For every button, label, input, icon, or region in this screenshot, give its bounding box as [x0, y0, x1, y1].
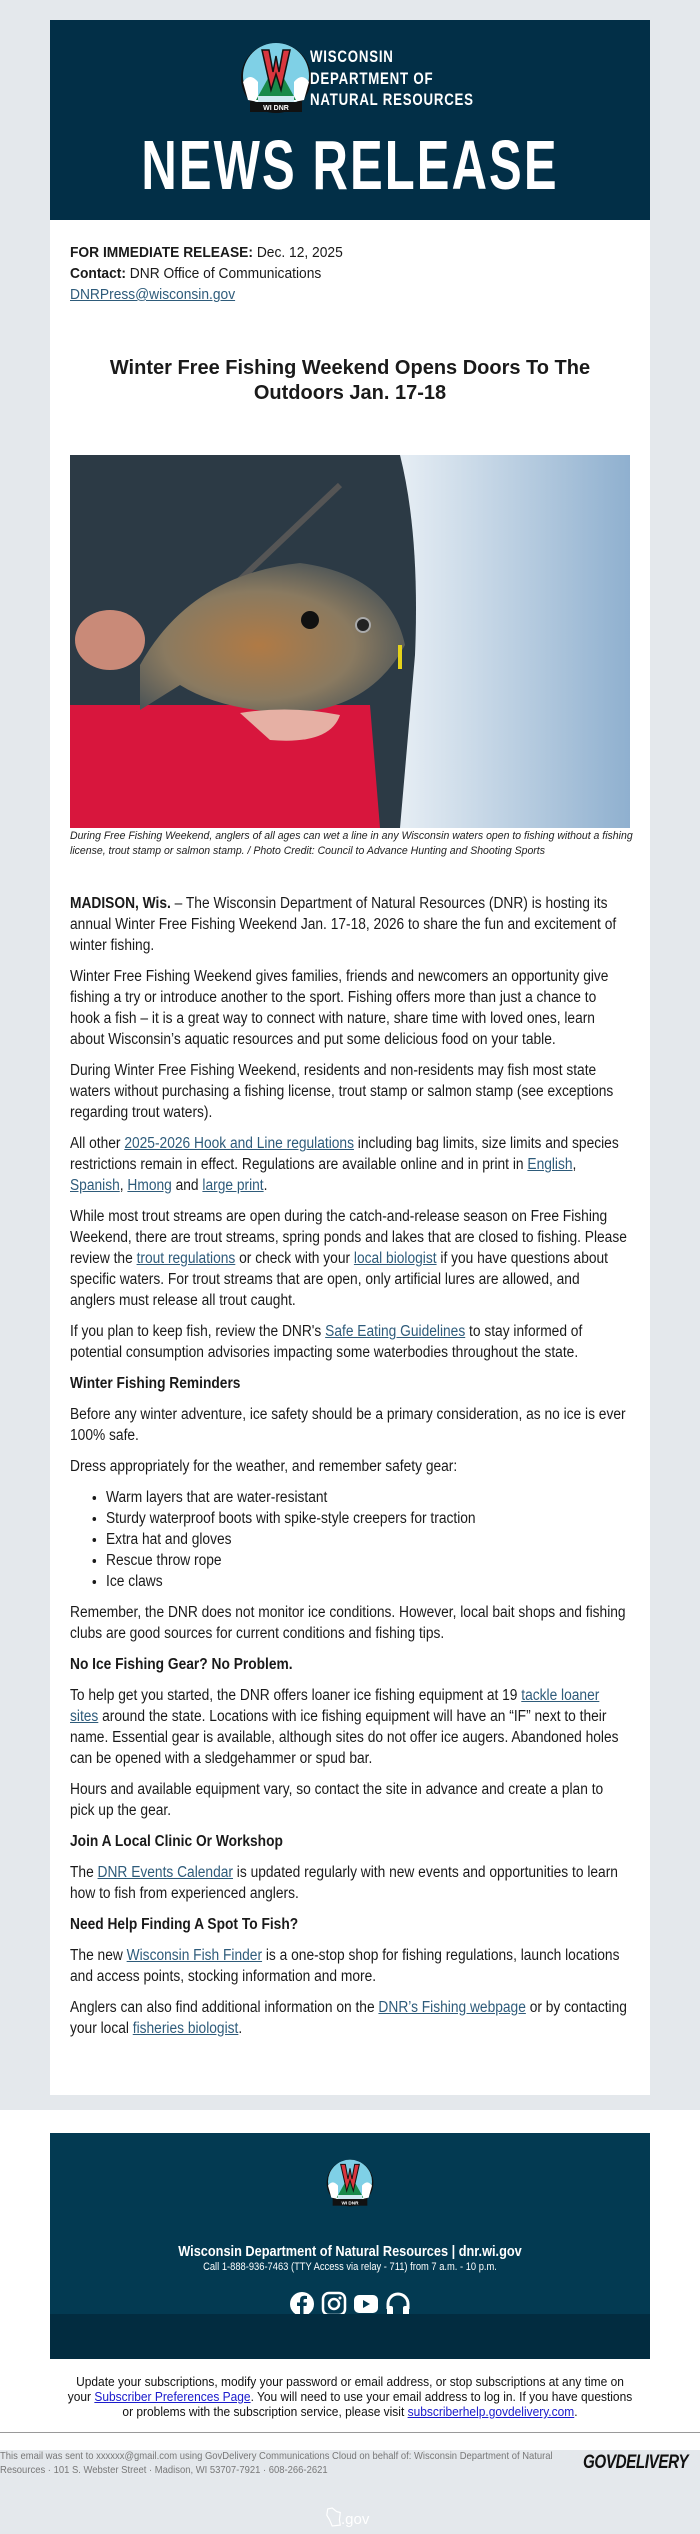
inline-link[interactable]: Hmong	[127, 1177, 172, 1194]
text: No Ice Fishing Gear? No Problem.	[70, 1656, 293, 1673]
text: Dress appropriately for the weather, and remember safety gear:	[70, 1458, 458, 1475]
section-heading	[70, 1831, 628, 1852]
dept-line: DEPARTMENT OF	[310, 68, 434, 88]
text: including bag limits, size limits and species restrictions remain in effect. Regulations are available online and in print in	[70, 1135, 619, 1173]
list-item: • Sturdy waterproof boots with spike-style creepers for traction	[106, 1508, 628, 1529]
release-date: Dec. 12, 2025	[252, 244, 343, 261]
section-heading	[70, 1654, 628, 1675]
dept-line: WISCONSIN	[310, 47, 394, 66]
photo-caption: During Free Fishing Weekend, anglers of all ages can wet a line in any Wisconsin waters open to fishing without a fishing license, trout stamp or salmon stamp. / Photo Credit: Council to Advance Hunting and Shooting Sports	[70, 830, 633, 857]
paragraph	[70, 1133, 628, 1196]
text: All other	[70, 1135, 125, 1152]
text: .	[263, 1177, 268, 1194]
footer	[0, 2110, 700, 2528]
inline-link[interactable]: Wisconsin Fish Finder	[126, 1947, 263, 1964]
inline-link[interactable]: English	[527, 1156, 573, 1173]
footer-org: Wisconsin Department of Natural Resources | dnr.wi.gov	[178, 2243, 522, 2260]
article-title: Winter Free Fishing Weekend Opens Doors To The Outdoors Jan. 17-18	[109, 357, 591, 404]
text: Before any winter adventure, ice safety should be a primary consideration, as no ice is ever 100% safe.	[70, 1406, 626, 1444]
text: Need Help Finding A Spot To Fish?	[70, 1916, 299, 1933]
text: is a one-stop shop for fishing regulations, launch locations and access points, stocking information and more.	[70, 1947, 620, 1985]
wi-gov-logo[interactable]	[325, 2504, 385, 2534]
paragraph	[70, 1321, 628, 1363]
dateline: MADISON, Wis.	[70, 895, 171, 912]
contact-label: Contact:	[70, 265, 126, 282]
text: or by contacting your local	[70, 1999, 627, 2037]
article-body	[70, 893, 628, 2049]
section-heading	[70, 1373, 628, 1394]
govdelivery-logo: GOVDELIVERY	[583, 2452, 689, 2473]
news-release-heading: NEWS RELEASE	[141, 126, 559, 204]
dept-line: NATURAL RESOURCES	[310, 90, 474, 109]
list-item: • Rescue throw rope	[106, 1550, 628, 1571]
text: and	[171, 1177, 203, 1194]
inline-link[interactable]: local biologist	[353, 1250, 437, 1267]
paragraph	[70, 1779, 628, 1821]
paragraph	[70, 966, 628, 1050]
text: During Winter Free Fishing Weekend, residents and non-residents may fish most state waters without purchasing a fishing license, trout stamp or salmon stamp (see exceptions regarding trout waters).	[70, 1062, 614, 1121]
inline-link[interactable]: 2025-2026 Hook and Line regulations	[124, 1135, 354, 1152]
wi-dnr-logo	[326, 2159, 374, 2207]
press-email-link[interactable]: DNRPress@wisconsin.gov	[70, 286, 236, 303]
text: or check with your	[235, 1250, 354, 1267]
inline-link[interactable]: tackle loaner sites	[70, 1687, 600, 1725]
list-item: • Ice claws	[106, 1571, 628, 1592]
list-item: • Extra hat and gloves	[106, 1529, 628, 1550]
subscription-notice: Update your subscriptions, modify your password or email address, or stop subscriptions at any time on your Subscriber Preferences Page. You will need to use your email address to log in. If you have questions or problems with the subscription service, please visit subscriberhelp.govdelivery.com.	[67, 2374, 633, 2419]
gov-text: .gov	[341, 2511, 370, 2528]
paragraph	[70, 1206, 628, 1311]
inline-link[interactable]: trout regulations	[136, 1250, 236, 1267]
paragraph	[70, 1945, 628, 1987]
text: to stay informed of potential consumption advisories impacting some waterbodies throughout the state.	[70, 1323, 583, 1361]
text: ,	[572, 1156, 577, 1173]
text: if you have questions about specific waters. For trout streams that are open, only artificial lures are allowed, and anglers must release all trout caught.	[70, 1250, 609, 1309]
text: The new	[70, 1947, 127, 1964]
text: ,	[119, 1177, 128, 1194]
subscriber-preferences-link[interactable]: Subscriber Preferences Page	[94, 2389, 251, 2404]
text: Anglers can also find additional information on the	[70, 1999, 379, 2016]
release-label: FOR IMMEDIATE RELEASE:	[70, 244, 253, 261]
list-item: • Warm layers that are water-resistant	[106, 1487, 628, 1508]
wi-dnr-logo	[240, 42, 312, 114]
inline-link[interactable]: Spanish	[70, 1177, 120, 1194]
paragraph	[70, 1404, 628, 1446]
inline-link[interactable]: Safe Eating Guidelines	[325, 1323, 466, 1340]
text: Remember, the DNR does not monitor ice conditions. However, local bait shops and fishing clubs are good sources for current conditions and fishing tips.	[70, 1604, 626, 1642]
section-heading	[70, 1914, 628, 1935]
text: To help get you started, the DNR offers loaner ice fishing equipment at 19	[70, 1687, 522, 1704]
release-meta	[70, 242, 343, 305]
divider	[0, 2432, 700, 2433]
text: is updated regularly with new events and opportunities to learn how to fish from experienced anglers.	[70, 1864, 618, 1902]
text: – The Wisconsin Department of Natural Resources (DNR) is hosting its annual Winter Free Fishing Weekend Jan. 17-18, 2026 to share the fun and excitement of winter fishing.	[70, 895, 617, 954]
text: Hours and available equipment vary, so contact the site in advance and create a plan to pick up the gear.	[70, 1781, 604, 1819]
paragraph	[70, 1997, 628, 2039]
paragraph	[70, 893, 628, 956]
text: While most trout streams are open during the catch-and-release season on Free Fishing Weekend, there are trout streams, spring ponds and lakes that are closed to fishing. Please review the	[70, 1208, 627, 1267]
footer-phone: Call 1-888-936-7463 (TTY Access via relay - 711) from 7 a.m. - 10 p.m.	[203, 2261, 497, 2273]
legal-notice: This email was sent to xxxxxx@gmail.com using GovDelivery Communications Cloud on behalf of: Wisconsin Department of Natural Resources · 101 S. Webster Street · Madison, WI 53707-7921 · 608-266-2621	[0, 2450, 553, 2476]
text: If you plan to keep fish, review the DNR's	[70, 1323, 326, 1340]
text: Winter Free Fishing Weekend gives families, friends and newcomers an opportunity give fishing a try or introduce another to the sport. Fishing offers more than just a chance to hook a fish – it is a great way to connect with nature, share time with loved ones, learn about Wisconsin’s aquatic resources and put some delicious food on your table.	[70, 968, 609, 1048]
paragraph	[70, 1602, 628, 1644]
text: around the state. Locations with ice fishing equipment will have an “IF” next to their name. Essential gear is available, although sites do not offer ice augers. Abandoned holes can be opened with a sledgehammer or spud bar.	[70, 1708, 619, 1767]
inline-link[interactable]: DNR’s Fishing webpage	[378, 1999, 526, 2016]
inline-link[interactable]: large print	[202, 1177, 264, 1194]
inline-link[interactable]: fisheries biologist	[132, 2020, 239, 2037]
paragraph	[70, 1060, 628, 1123]
text: Winter Fishing Reminders	[70, 1375, 241, 1392]
text: The	[70, 1864, 98, 1881]
header-banner	[50, 20, 650, 220]
text: .	[238, 2020, 243, 2037]
subscriber-help-link[interactable]: subscriberhelp.govdelivery.com	[407, 2404, 575, 2419]
paragraph	[70, 1862, 628, 1904]
paragraph	[70, 1685, 628, 1769]
inline-link[interactable]: DNR Events Calendar	[97, 1864, 233, 1881]
news-release-card	[50, 20, 650, 2095]
contact-value: DNR Office of Communications	[125, 265, 322, 282]
safety-gear-list	[70, 1487, 628, 1592]
paragraph	[70, 1456, 628, 1477]
department-name	[310, 46, 474, 111]
fish-photo	[70, 455, 630, 828]
text: Join A Local Clinic Or Workshop	[70, 1833, 283, 1850]
